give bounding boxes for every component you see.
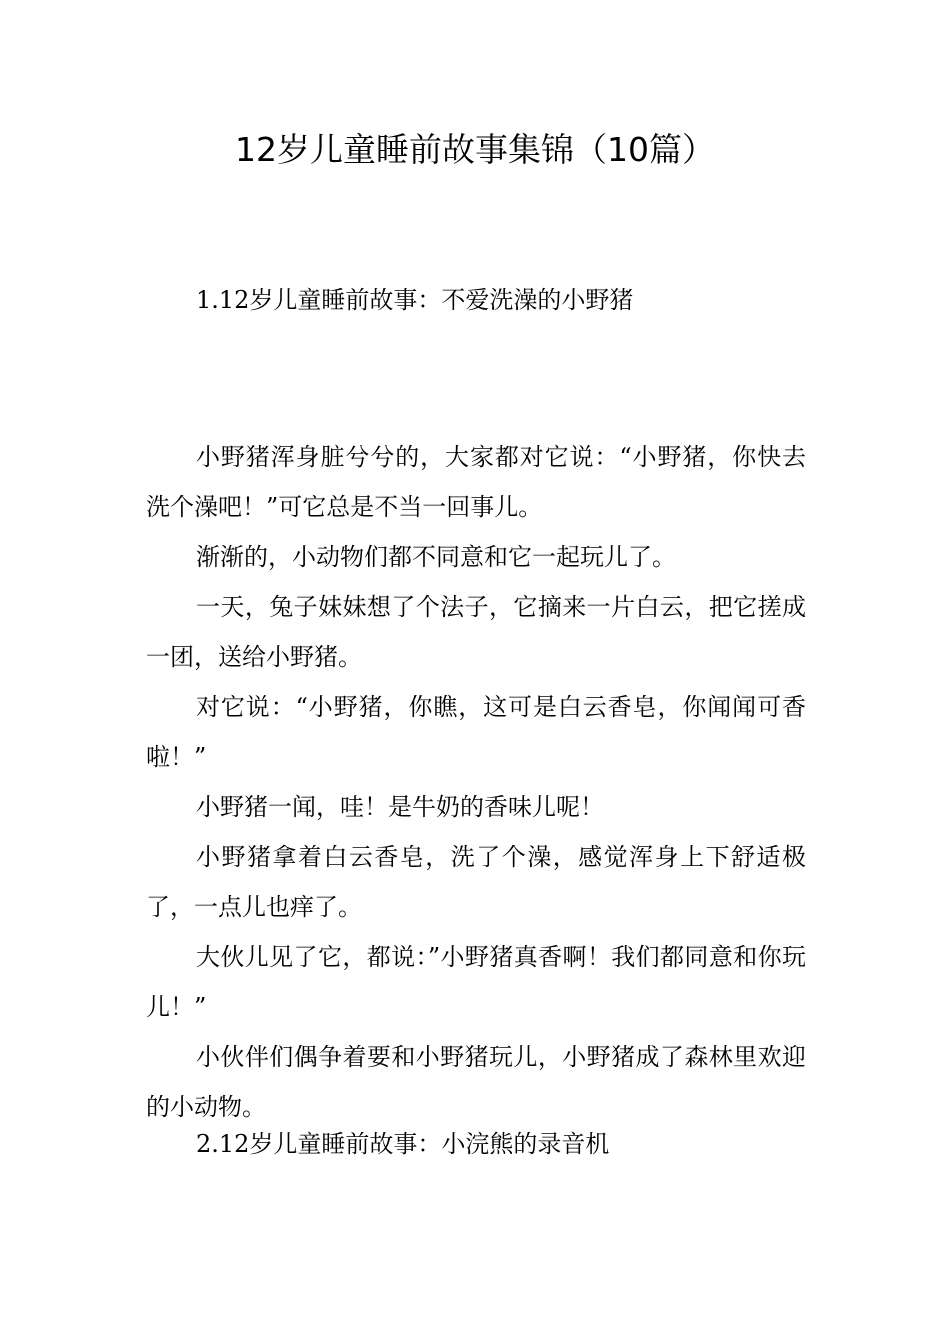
paragraph: 小伙伴们偶争着要和小野猪玩儿，小野猪成了森林里欢迎的小动物。 xyxy=(146,1043,806,1121)
paragraph: 渐渐的，小动物们都不同意和它一起玩儿了。 xyxy=(196,543,676,571)
section-heading-2: 2.12岁儿童睡前故事：小浣熊的录音机 xyxy=(196,1130,610,1158)
paragraph: 小野猪拿着白云香皂，洗了个澡，感觉浑身上下舒适极了，一点儿也痒了。 xyxy=(146,843,806,921)
paragraph: 大伙儿见了它，都说：”小野猪真香啊！我们都同意和你玩儿！” xyxy=(146,943,806,1021)
paragraph: 小野猪浑身脏兮兮的，大家都对它说：“小野猪，你快去洗个澡吧！”可它总是不当一回事儿。 xyxy=(146,443,806,521)
document-title: 12岁儿童睡前故事集锦（10篇） xyxy=(235,130,715,169)
paragraph: 对它说：“小野猪，你瞧，这可是白云香皂，你闻闻可香啦！” xyxy=(146,693,806,771)
story-body xyxy=(146,432,806,1132)
paragraph: 小野猪一闻，哇！是牛奶的香味儿呢！ xyxy=(196,793,604,821)
paragraph: 一天，兔子妹妹想了个法子，它摘来一片白云，把它搓成一团，送给小野猪。 xyxy=(146,593,806,671)
section-heading-1: 1.12岁儿童睡前故事：不爱洗澡的小野猪 xyxy=(196,286,634,314)
